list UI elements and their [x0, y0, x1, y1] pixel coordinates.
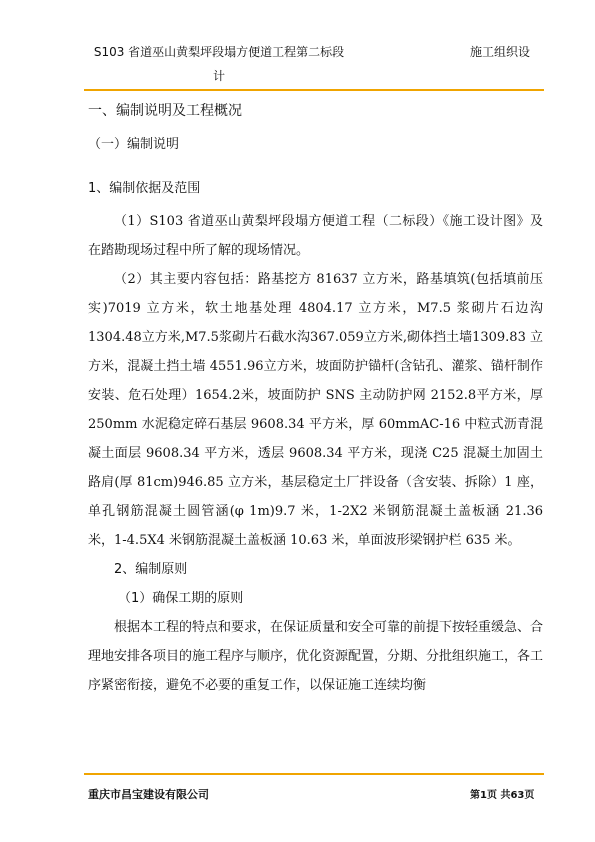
- paragraph-scope: （2）其主要内容包括：路基挖方 81637 立方米，路基填筑(包括填前压实)7019 立方米，软土地基处理 4804.17 立方米，M7.5 浆砌片石边沟 1304.48立方米,M7.5浆砌片石截水沟367.059立方米,砌体挡土墙1309.83 立方米，混凝土挡土墙 4551.96立方米，坡面防护锚杆(含钻孔、灌浆、锚杆制作安装、危石处理）1654.2米，坡面防护 SNS 主动防护网 2152.8平方米，厚 250mm 水泥稳定碎石基层 9608.34 平方米，厚 60mmAC-16 中粒式沥青混凝土面层 9608.34 平方米，透层 9608.34 平方米，现浇 C25 混凝土加固土路肩(厚 81cm)946.85 立方米，基层稳定土厂拌设备（含安装、拆除）1 座，单孔钢筋混凝土圆管涵(φ 1m)9.7 米，1-2X2 米钢筋混凝土盖板涵 21.36 米，1-4.5X4 米钢筋混凝土盖板涵 10.63 米，单面波形梁钢护栏 635 米。: [88, 272, 543, 548]
- paragraph-principle: 根据本工程的特点和要求，在保证质量和安全可靠的前提下按轻重缓急、合理地安排各项目的施工程序与顺序，优化资源配置，分期、分批组织施工，各工序紧密衔接，避免不必要的重复工作，以保证施工连续均衡: [88, 620, 544, 693]
- sub-item-heading: （1）确保工期的原则: [118, 591, 244, 606]
- page-number: 第1页 共63页: [470, 790, 535, 801]
- footer-company: 重庆市昌宝建设有限公司: [88, 788, 209, 801]
- header-title-line2: 计: [212, 69, 225, 83]
- paragraph-basis: （1）S103 省道巫山黄梨坪段塌方便道工程（二标段）《施工设计图》及在踏勘现场过程中所了解的现场情况。: [88, 214, 543, 258]
- header-title-line1: S103 省道巫山黄梨坪段塌方便道工程第二标段: [93, 45, 345, 59]
- header-divider: [84, 89, 544, 91]
- header-title: [88, 40, 350, 88]
- document-body: [88, 98, 543, 700]
- section-heading: 一、编制说明及工程概况: [88, 103, 242, 119]
- header-doc-type: 施工组织设: [470, 45, 531, 59]
- item-heading: 2、编制原则: [114, 562, 188, 577]
- footer-divider: [84, 773, 544, 775]
- subsection-heading: （一）编制说明: [88, 137, 180, 152]
- item-heading: 1、编制依据及范围: [88, 181, 201, 196]
